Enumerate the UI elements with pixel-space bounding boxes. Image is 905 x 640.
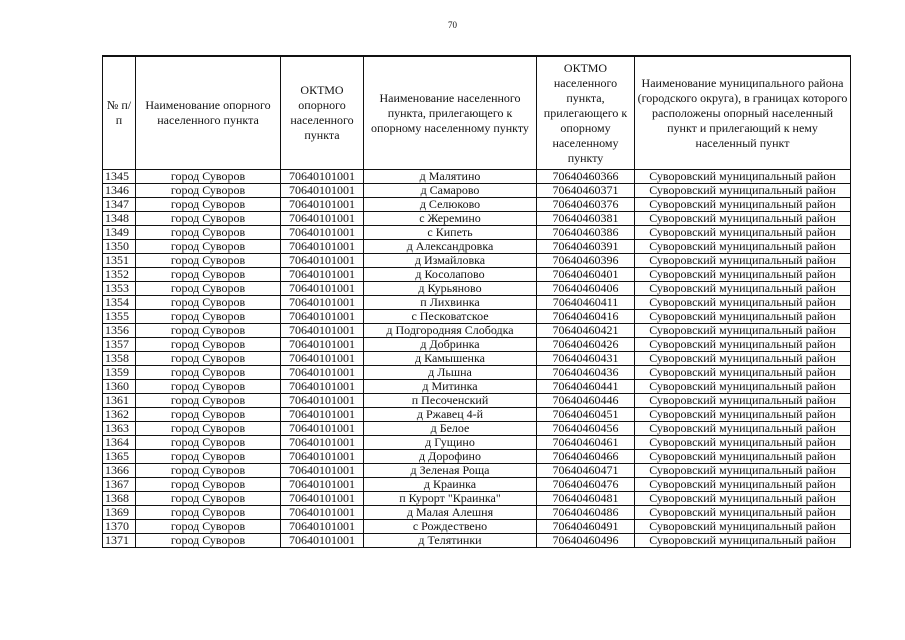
cell-row-number: 1355 (103, 310, 136, 324)
table-row (103, 366, 851, 380)
cell-adjacent-name: с Рождествено (364, 520, 537, 534)
cell-row-number: 1350 (103, 240, 136, 254)
cell-adjacent-name: п Лихвинка (364, 296, 537, 310)
table-row (103, 352, 851, 366)
cell-row-number: 1358 (103, 352, 136, 366)
table-row (103, 422, 851, 436)
cell-adjacent-name: д Косолапово (364, 268, 537, 282)
cell-oktmo-adjacent: 70640460391 (537, 240, 635, 254)
cell-oktmo-support: 70640101001 (281, 240, 364, 254)
cell-row-number: 1351 (103, 254, 136, 268)
table-row (103, 212, 851, 226)
cell-adjacent-name: д Малая Алешня (364, 506, 537, 520)
cell-adjacent-name: д Дорофино (364, 450, 537, 464)
cell-oktmo-adjacent: 70640460451 (537, 408, 635, 422)
cell-adjacent-name: д Ржавец 4-й (364, 408, 537, 422)
cell-adjacent-name: д Измайловка (364, 254, 537, 268)
cell-row-number: 1363 (103, 422, 136, 436)
cell-adjacent-name: д Митинка (364, 380, 537, 394)
cell-row-number: 1368 (103, 492, 136, 506)
cell-support-name: город Суворов (136, 212, 281, 226)
cell-municipality: Суворовский муниципальный район (635, 282, 851, 296)
cell-oktmo-support: 70640101001 (281, 296, 364, 310)
cell-support-name: город Суворов (136, 282, 281, 296)
cell-support-name: город Суворов (136, 408, 281, 422)
cell-municipality: Суворовский муниципальный район (635, 436, 851, 450)
cell-row-number: 1345 (103, 170, 136, 184)
cell-adjacent-name: д Александровка (364, 240, 537, 254)
cell-support-name: город Суворов (136, 478, 281, 492)
cell-row-number: 1356 (103, 324, 136, 338)
cell-adjacent-name: с Жеремино (364, 212, 537, 226)
cell-adjacent-name: д Курьяново (364, 282, 537, 296)
cell-support-name: город Суворов (136, 310, 281, 324)
table-row (103, 268, 851, 282)
cell-support-name: город Суворов (136, 520, 281, 534)
cell-oktmo-adjacent: 70640460421 (537, 324, 635, 338)
cell-oktmo-adjacent: 70640460386 (537, 226, 635, 240)
cell-support-name: город Суворов (136, 296, 281, 310)
cell-row-number: 1354 (103, 296, 136, 310)
cell-adjacent-name: с Песковатское (364, 310, 537, 324)
cell-municipality: Суворовский муниципальный район (635, 450, 851, 464)
header-oktmo-support: ОКТМО опорного населенного пункта (281, 56, 364, 170)
cell-row-number: 1353 (103, 282, 136, 296)
cell-municipality: Суворовский муниципальный район (635, 534, 851, 548)
cell-municipality: Суворовский муниципальный район (635, 408, 851, 422)
cell-row-number: 1367 (103, 478, 136, 492)
cell-municipality: Суворовский муниципальный район (635, 492, 851, 506)
cell-oktmo-support: 70640101001 (281, 324, 364, 338)
cell-row-number: 1364 (103, 436, 136, 450)
cell-oktmo-support: 70640101001 (281, 254, 364, 268)
table-row (103, 506, 851, 520)
cell-support-name: город Суворов (136, 394, 281, 408)
table-row (103, 184, 851, 198)
cell-adjacent-name: д Краинка (364, 478, 537, 492)
cell-oktmo-support: 70640101001 (281, 338, 364, 352)
cell-support-name: город Суворов (136, 268, 281, 282)
cell-support-name: город Суворов (136, 464, 281, 478)
cell-oktmo-adjacent: 70640460411 (537, 296, 635, 310)
cell-municipality: Суворовский муниципальный район (635, 464, 851, 478)
cell-oktmo-support: 70640101001 (281, 198, 364, 212)
table-body (103, 170, 851, 548)
cell-oktmo-support: 70640101001 (281, 506, 364, 520)
cell-oktmo-adjacent: 70640460461 (537, 436, 635, 450)
cell-oktmo-adjacent: 70640460481 (537, 492, 635, 506)
cell-oktmo-adjacent: 70640460441 (537, 380, 635, 394)
cell-oktmo-adjacent: 70640460366 (537, 170, 635, 184)
cell-oktmo-support: 70640101001 (281, 464, 364, 478)
header-municipality: Наименование муниципального района (городского округа), в границах которого расположены опорный населенный пункт и прилегающий к нему населенный пункт (635, 56, 851, 170)
cell-municipality: Суворовский муниципальный район (635, 366, 851, 380)
table-row (103, 310, 851, 324)
table-row (103, 492, 851, 506)
header-adjacent-name: Наименование населенного пункта, прилегающего к опорному населенному пункту (364, 56, 537, 170)
cell-oktmo-adjacent: 70640460476 (537, 478, 635, 492)
table-row (103, 170, 851, 184)
table-row (103, 394, 851, 408)
cell-oktmo-adjacent: 70640460496 (537, 534, 635, 548)
cell-oktmo-support: 70640101001 (281, 380, 364, 394)
cell-row-number: 1369 (103, 506, 136, 520)
cell-oktmo-adjacent: 70640460376 (537, 198, 635, 212)
cell-oktmo-support: 70640101001 (281, 492, 364, 506)
cell-support-name: город Суворов (136, 170, 281, 184)
cell-adjacent-name: п Курорт "Краинка" (364, 492, 537, 506)
cell-oktmo-support: 70640101001 (281, 408, 364, 422)
table-row (103, 450, 851, 464)
table-row (103, 240, 851, 254)
table-row (103, 324, 851, 338)
cell-municipality: Суворовский муниципальный район (635, 296, 851, 310)
cell-municipality: Суворовский муниципальный район (635, 520, 851, 534)
cell-support-name: город Суворов (136, 366, 281, 380)
cell-oktmo-adjacent: 70640460401 (537, 268, 635, 282)
header-num: № п/п (103, 56, 136, 170)
cell-oktmo-adjacent: 70640460426 (537, 338, 635, 352)
cell-adjacent-name: д Малятино (364, 170, 537, 184)
cell-row-number: 1352 (103, 268, 136, 282)
cell-oktmo-support: 70640101001 (281, 520, 364, 534)
cell-municipality: Суворовский муниципальный район (635, 170, 851, 184)
cell-adjacent-name: д Зеленая Роща (364, 464, 537, 478)
cell-row-number: 1360 (103, 380, 136, 394)
cell-row-number: 1359 (103, 366, 136, 380)
cell-oktmo-support: 70640101001 (281, 422, 364, 436)
cell-support-name: город Суворов (136, 380, 281, 394)
cell-oktmo-support: 70640101001 (281, 450, 364, 464)
cell-oktmo-support: 70640101001 (281, 268, 364, 282)
cell-support-name: город Суворов (136, 240, 281, 254)
page-number: 70 (448, 20, 457, 30)
cell-municipality: Суворовский муниципальный район (635, 338, 851, 352)
cell-oktmo-support: 70640101001 (281, 282, 364, 296)
cell-adjacent-name: д Белое (364, 422, 537, 436)
cell-oktmo-support: 70640101001 (281, 534, 364, 548)
cell-oktmo-adjacent: 70640460416 (537, 310, 635, 324)
cell-support-name: город Суворов (136, 534, 281, 548)
cell-row-number: 1361 (103, 394, 136, 408)
cell-support-name: город Суворов (136, 422, 281, 436)
table-row (103, 520, 851, 534)
cell-row-number: 1371 (103, 534, 136, 548)
cell-adjacent-name: д Селюково (364, 198, 537, 212)
cell-support-name: город Суворов (136, 324, 281, 338)
cell-support-name: город Суворов (136, 338, 281, 352)
table-row (103, 436, 851, 450)
cell-oktmo-support: 70640101001 (281, 170, 364, 184)
cell-oktmo-adjacent: 70640460491 (537, 520, 635, 534)
table-row (103, 338, 851, 352)
cell-municipality: Суворовский муниципальный район (635, 352, 851, 366)
table-row (103, 534, 851, 548)
cell-municipality: Суворовский муниципальный район (635, 254, 851, 268)
cell-oktmo-support: 70640101001 (281, 394, 364, 408)
cell-municipality: Суворовский муниципальный район (635, 380, 851, 394)
cell-support-name: город Суворов (136, 254, 281, 268)
cell-support-name: город Суворов (136, 506, 281, 520)
cell-adjacent-name: п Песоченский (364, 394, 537, 408)
table-row (103, 254, 851, 268)
cell-municipality: Суворовский муниципальный район (635, 240, 851, 254)
cell-adjacent-name: д Телятинки (364, 534, 537, 548)
cell-oktmo-adjacent: 70640460456 (537, 422, 635, 436)
cell-oktmo-support: 70640101001 (281, 212, 364, 226)
table-header-row (103, 56, 851, 170)
cell-municipality: Суворовский муниципальный район (635, 226, 851, 240)
cell-oktmo-adjacent: 70640460371 (537, 184, 635, 198)
cell-adjacent-name: д Подгородняя Слободка (364, 324, 537, 338)
cell-row-number: 1365 (103, 450, 136, 464)
cell-adjacent-name: д Самарово (364, 184, 537, 198)
cell-municipality: Суворовский муниципальный район (635, 478, 851, 492)
header-oktmo-adjacent: ОКТМО населенного пункта, прилегающего к опорному населенному пункту (537, 56, 635, 170)
cell-row-number: 1349 (103, 226, 136, 240)
cell-adjacent-name: с Кипеть (364, 226, 537, 240)
table-row (103, 478, 851, 492)
cell-oktmo-adjacent: 70640460381 (537, 212, 635, 226)
cell-support-name: город Суворов (136, 450, 281, 464)
cell-oktmo-adjacent: 70640460406 (537, 282, 635, 296)
cell-municipality: Суворовский муниципальный район (635, 184, 851, 198)
cell-adjacent-name: д Добринка (364, 338, 537, 352)
cell-oktmo-support: 70640101001 (281, 226, 364, 240)
cell-municipality: Суворовский муниципальный район (635, 212, 851, 226)
cell-oktmo-support: 70640101001 (281, 478, 364, 492)
cell-oktmo-support: 70640101001 (281, 436, 364, 450)
cell-oktmo-support: 70640101001 (281, 184, 364, 198)
table-row (103, 408, 851, 422)
settlements-table (102, 55, 851, 548)
cell-oktmo-support: 70640101001 (281, 366, 364, 380)
table-row (103, 226, 851, 240)
cell-municipality: Суворовский муниципальный район (635, 310, 851, 324)
cell-support-name: город Суворов (136, 352, 281, 366)
cell-oktmo-adjacent: 70640460431 (537, 352, 635, 366)
cell-oktmo-adjacent: 70640460466 (537, 450, 635, 464)
cell-adjacent-name: д Камышенка (364, 352, 537, 366)
cell-municipality: Суворовский муниципальный район (635, 506, 851, 520)
cell-row-number: 1346 (103, 184, 136, 198)
cell-adjacent-name: д Льшна (364, 366, 537, 380)
cell-municipality: Суворовский муниципальный район (635, 422, 851, 436)
table-row (103, 282, 851, 296)
cell-oktmo-adjacent: 70640460436 (537, 366, 635, 380)
cell-row-number: 1348 (103, 212, 136, 226)
cell-municipality: Суворовский муниципальный район (635, 394, 851, 408)
cell-row-number: 1362 (103, 408, 136, 422)
cell-support-name: город Суворов (136, 184, 281, 198)
cell-support-name: город Суворов (136, 198, 281, 212)
cell-oktmo-adjacent: 70640460396 (537, 254, 635, 268)
cell-row-number: 1347 (103, 198, 136, 212)
table-row (103, 380, 851, 394)
cell-row-number: 1370 (103, 520, 136, 534)
cell-oktmo-adjacent: 70640460471 (537, 464, 635, 478)
cell-row-number: 1366 (103, 464, 136, 478)
cell-oktmo-adjacent: 70640460446 (537, 394, 635, 408)
cell-row-number: 1357 (103, 338, 136, 352)
cell-support-name: город Суворов (136, 226, 281, 240)
cell-oktmo-support: 70640101001 (281, 352, 364, 366)
cell-adjacent-name: д Гущино (364, 436, 537, 450)
table-row (103, 464, 851, 478)
cell-municipality: Суворовский муниципальный район (635, 324, 851, 338)
cell-support-name: город Суворов (136, 436, 281, 450)
cell-oktmo-support: 70640101001 (281, 310, 364, 324)
cell-oktmo-adjacent: 70640460486 (537, 506, 635, 520)
cell-municipality: Суворовский муниципальный район (635, 198, 851, 212)
table-row (103, 198, 851, 212)
table-row (103, 296, 851, 310)
cell-municipality: Суворовский муниципальный район (635, 268, 851, 282)
header-support-name: Наименование опорного населенного пункта (136, 56, 281, 170)
cell-support-name: город Суворов (136, 492, 281, 506)
